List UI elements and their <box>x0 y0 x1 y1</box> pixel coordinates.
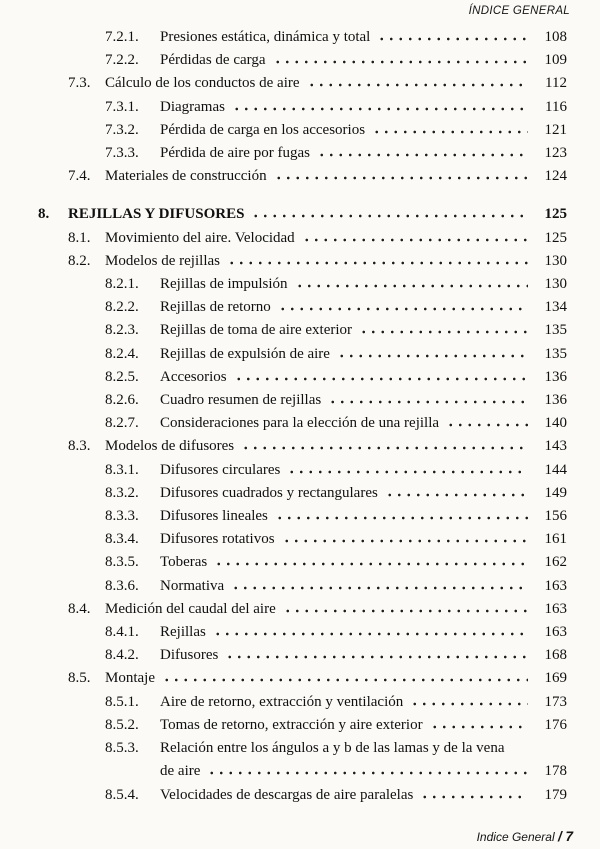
toc-entry-number: 8.3.1. <box>105 461 139 478</box>
toc-entry-number: 8.2.2. <box>105 299 139 316</box>
toc-entry <box>38 482 567 505</box>
dot-leader <box>420 795 528 799</box>
toc-entry-title: Cálculo de los conductos de aire <box>105 75 300 92</box>
toc-entry <box>38 435 567 458</box>
toc-entry-number: 8.1. <box>68 229 91 246</box>
dot-leader <box>225 655 528 659</box>
toc-page-number: 163 <box>544 600 567 617</box>
dot-leader <box>287 470 528 474</box>
toc-entry-number: 7.2.2. <box>105 52 139 69</box>
toc-entry-title: Rejillas de impulsión <box>160 276 288 293</box>
toc-entry <box>38 551 567 574</box>
toc-entry-title: Presiones estática, dinámica y total <box>160 29 371 45</box>
toc-entry-number: 7.2.1. <box>105 29 139 45</box>
dot-leader <box>317 153 528 157</box>
dot-leader <box>232 107 528 111</box>
toc-entry <box>38 273 567 296</box>
footer-page-number: / 7 <box>557 829 573 844</box>
dot-leader <box>302 238 528 242</box>
toc-page-number: 116 <box>545 98 567 115</box>
dot-leader <box>207 771 528 775</box>
toc-entry <box>38 714 567 737</box>
toc-page-number: 173 <box>544 693 567 710</box>
toc-entry <box>38 621 567 644</box>
toc-entry-number: 8.2.3. <box>105 322 139 339</box>
toc-entry <box>38 412 567 435</box>
toc-entry-number: 8.3. <box>68 438 91 455</box>
toc-page-number: 135 <box>544 322 567 339</box>
toc-page-number: 136 <box>544 392 567 409</box>
toc-entry <box>38 49 567 72</box>
toc-entry <box>38 528 567 551</box>
toc-entry-title: Relación entre los ángulos a y b de las lamas y de la vena <box>160 740 505 757</box>
dot-leader <box>234 377 528 381</box>
toc-page-number: 178 <box>544 763 567 780</box>
dot-leader <box>359 330 528 334</box>
toc-page-number: 143 <box>544 438 567 455</box>
toc-entry-number: 8.2.1. <box>105 276 139 293</box>
toc-entry-title: Difusores <box>160 647 219 664</box>
toc-page-number: 163 <box>544 577 567 594</box>
toc-entry-number: 8.4. <box>68 600 91 617</box>
toc-page-number: 163 <box>544 624 567 641</box>
dot-leader <box>295 284 529 288</box>
toc-entry <box>38 296 567 319</box>
toc-page-number: 130 <box>544 276 567 293</box>
toc-entry <box>38 165 567 188</box>
toc-entry-number: 8.5. <box>68 670 91 687</box>
toc-page-number: 124 <box>544 168 567 185</box>
toc-entry <box>38 505 567 528</box>
toc-entry <box>38 459 567 482</box>
toc-entry-number: 7.3. <box>68 75 91 92</box>
dot-leader <box>162 678 528 682</box>
dot-leader <box>213 632 528 636</box>
toc-entry-title: Pérdida de carga en los accesorios <box>160 121 366 138</box>
toc-entry-title: Modelos de rejillas <box>105 252 220 269</box>
dot-leader <box>446 423 528 427</box>
toc-page-number: 125 <box>544 229 567 246</box>
toc-entry-number: 8.5.1. <box>105 693 139 710</box>
toc-entry <box>38 366 567 389</box>
toc-entry-number: 8.2.4. <box>105 345 139 362</box>
toc-page-number: 134 <box>544 299 567 316</box>
toc-page-number: 161 <box>544 531 567 548</box>
toc-page-number: 179 <box>544 786 567 803</box>
toc-entry-title: Accesorios <box>160 368 227 385</box>
toc-page-number: 125 <box>544 206 567 223</box>
dot-leader <box>274 176 528 180</box>
dot-leader <box>241 446 528 450</box>
toc-entry-title: Aire de retorno, extracción y ventilación <box>160 693 404 710</box>
dot-leader <box>214 562 528 566</box>
toc-entry-title: Difusores rotativos <box>160 531 275 548</box>
toc-entry <box>38 644 567 667</box>
toc-entry-title: Toberas <box>160 554 208 571</box>
toc-entry-number: 8.2.7. <box>105 415 139 432</box>
dot-leader <box>337 354 528 358</box>
toc-entry <box>38 203 567 226</box>
toc-entry-number: 8.2.5. <box>105 368 139 385</box>
toc-page-number: 112 <box>545 75 567 92</box>
toc-entry-title: Materiales de construcción <box>105 168 267 185</box>
toc-entry-title: Medición del caudal del aire <box>105 600 276 617</box>
dot-leader <box>278 307 528 311</box>
toc-entry-number: 7.3.2. <box>105 121 139 138</box>
toc-list <box>38 26 567 807</box>
toc-entry-title: Difusores lineales <box>160 508 268 525</box>
toc-entry-title: REJILLAS Y DIFUSORES <box>68 206 245 223</box>
toc-entry-number: 8.2. <box>68 252 91 269</box>
toc-entry-number: 8.5.4. <box>105 786 139 803</box>
toc-entry-number: 8.3.3. <box>105 508 139 525</box>
toc-page-number: 109 <box>544 52 567 69</box>
toc-entry-title: de aire <box>160 763 201 780</box>
dot-leader <box>430 725 528 729</box>
toc-entry <box>38 250 567 273</box>
toc-page-number: 162 <box>544 554 567 571</box>
toc-entry-number: 7.3.3. <box>105 145 139 162</box>
toc-entry <box>38 227 567 250</box>
dot-leader <box>275 516 528 520</box>
toc-entry <box>38 343 567 366</box>
toc-entry-number: 8.4.2. <box>105 647 139 664</box>
toc-page-number: 156 <box>544 508 567 525</box>
dot-leader <box>227 261 528 265</box>
dot-leader <box>307 83 528 87</box>
toc-entry-title: Difusores circulares <box>160 461 281 478</box>
toc-entry <box>38 389 567 412</box>
toc-page-number: 176 <box>544 716 567 733</box>
toc-entry <box>38 598 567 621</box>
footer-label: Indice General <box>476 830 558 844</box>
toc-entry-title: Diagramas <box>160 98 225 115</box>
toc-entry <box>38 575 567 598</box>
toc-entry <box>38 691 567 714</box>
toc-entry <box>38 737 567 760</box>
toc-entry-title: Normativa <box>160 577 225 594</box>
dot-leader <box>283 609 528 613</box>
toc-entry-continuation <box>38 760 567 783</box>
toc-entry <box>38 142 567 165</box>
toc-entry-title: Rejillas de expulsión de aire <box>160 345 330 362</box>
toc-page-number: 144 <box>544 461 567 478</box>
toc-entry <box>38 319 567 342</box>
toc-entry-number: 7.4. <box>68 168 91 185</box>
toc-entry <box>38 784 567 807</box>
toc-page-number: 168 <box>544 647 567 664</box>
toc-entry-title: Difusores cuadrados y rectangulares <box>160 484 378 501</box>
toc-page-number: 136 <box>544 368 567 385</box>
toc-entry-title: Movimiento del aire. Velocidad <box>105 229 295 246</box>
toc-page-number: 121 <box>544 121 567 138</box>
toc-entry-number: 8.3.5. <box>105 554 139 571</box>
toc-entry-number: 8.5.3. <box>105 740 139 757</box>
dot-leader <box>251 214 528 218</box>
dot-leader <box>282 539 528 543</box>
toc-entry-title: Velocidades de descargas de aire paralelas <box>160 786 414 803</box>
toc-page-number: 135 <box>544 345 567 362</box>
toc-entry-title: Rejillas <box>160 624 206 641</box>
toc-entry-number: 8.5.2. <box>105 716 139 733</box>
toc-page-number: 108 <box>544 29 567 45</box>
toc-entry-title: Modelos de difusores <box>105 438 235 455</box>
toc-entry-title: Tomas de retorno, extracción y aire exterior <box>160 716 423 733</box>
toc-entry-title: Cuadro resumen de rejillas <box>160 392 322 409</box>
dot-leader <box>231 586 528 590</box>
toc-entry <box>38 96 567 119</box>
toc-entry <box>38 119 567 142</box>
toc-entry <box>38 667 567 690</box>
toc-entry <box>38 72 567 95</box>
toc-entry-number: 8.3.2. <box>105 484 139 501</box>
toc-entry-number: 8. <box>38 206 50 223</box>
toc-entry-title: Montaje <box>105 670 155 687</box>
toc-entry-number: 8.2.6. <box>105 392 139 409</box>
running-header: ÍNDICE GENERAL <box>468 5 570 17</box>
toc-page-number: 130 <box>544 252 567 269</box>
toc-entry-title: Rejillas de retorno <box>160 299 271 316</box>
toc-page-number: 149 <box>544 484 567 501</box>
dot-leader <box>273 60 528 64</box>
dot-leader <box>328 400 528 404</box>
toc-entry-title: Consideraciones para la elección de una rejilla <box>160 415 440 432</box>
toc-entry-number: 8.4.1. <box>105 624 139 641</box>
toc-page-number: 140 <box>544 415 567 432</box>
toc-entry-number: 8.3.4. <box>105 531 139 548</box>
dot-leader <box>377 37 528 41</box>
toc-entry-title: Pérdidas de carga <box>160 52 266 69</box>
toc-page-number: 123 <box>544 145 567 162</box>
toc-entry-title: Rejillas de toma de aire exterior <box>160 322 353 339</box>
toc-entry-number: 7.3.1. <box>105 98 139 115</box>
toc-page-number: 169 <box>544 670 567 687</box>
page-footer <box>477 829 573 844</box>
dot-leader <box>410 702 528 706</box>
dot-leader <box>385 493 528 497</box>
toc-entry-title: Pérdida de aire por fugas <box>160 145 310 162</box>
toc-entry-number: 8.3.6. <box>105 577 139 594</box>
toc-entry <box>38 26 567 49</box>
dot-leader <box>372 130 528 134</box>
